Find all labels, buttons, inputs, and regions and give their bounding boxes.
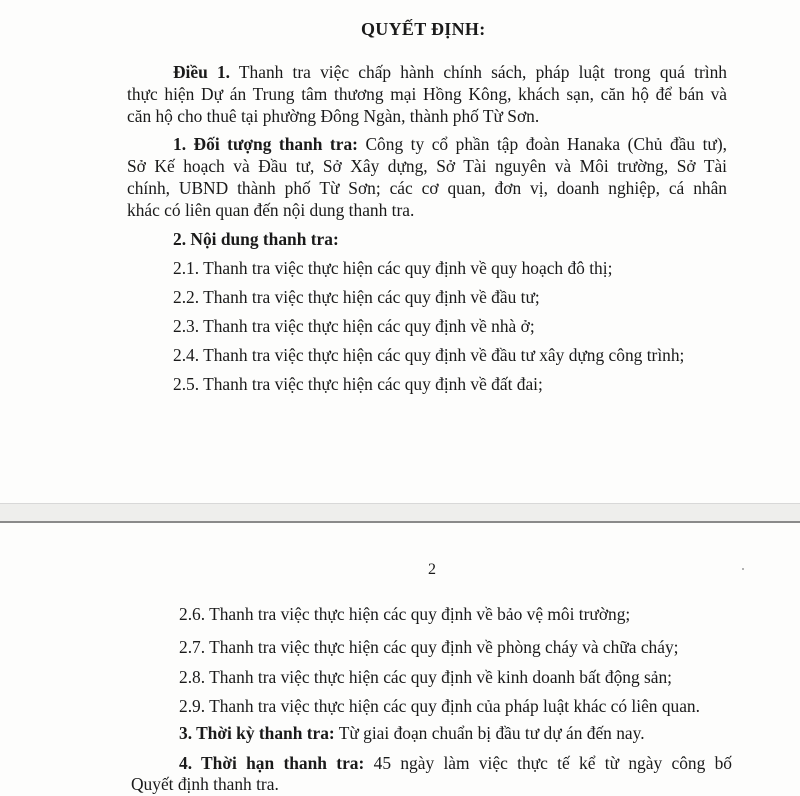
page-gap (0, 504, 800, 521)
content-item: 2.4. Thanh tra việc thực hiện các quy định về đầu tư xây dựng công trình; (173, 345, 685, 365)
content-item: 2.7. Thanh tra việc thực hiện các quy định về phòng cháy và chữa cháy; (179, 637, 679, 657)
content-item: 2.8. Thanh tra việc thực hiện các quy định về kinh doanh bất động sản; (179, 667, 673, 687)
article-1-line-2: thực hiện Dự án Trung tâm thương mại Hồng Kông, khách sạn, căn hộ để bán và (127, 84, 727, 104)
content-item: 2.5. Thanh tra việc thực hiện các quy định về đất đai; (173, 374, 543, 394)
content-label: 2. Nội dung thanh tra: (173, 229, 339, 249)
period-text: Từ giai đoạn chuẩn bị đầu tư dự án đến nay. (334, 723, 645, 743)
article-1-label: Điều 1. (173, 62, 231, 82)
content-heading (173, 228, 339, 250)
subjects-line-1 (173, 133, 727, 155)
duration-line-2: Quyết định thanh tra. (131, 774, 279, 794)
period-line (179, 722, 645, 744)
scan-speck (742, 568, 744, 570)
subjects-line-3: chính, UBND thành phố Từ Sơn; các cơ quan, đơn vị, doanh nghiệp, cá nhân (127, 178, 727, 198)
content-item: 2.6. Thanh tra việc thực hiện các quy định về bảo vệ môi trường; (179, 604, 631, 624)
page-number: 2 (428, 561, 436, 578)
subjects-label: 1. Đối tượng thanh tra: (173, 134, 358, 154)
period-label: 3. Thời kỳ thanh tra: (179, 723, 335, 743)
duration-text: 45 ngày làm việc thực tế kể từ ngày công bố (364, 753, 732, 773)
duration-line-1 (179, 752, 732, 774)
content-item: 2.9. Thanh tra việc thực hiện các quy định của pháp luật khác có liên quan. (179, 696, 700, 716)
content-item: 2.3. Thanh tra việc thực hiện các quy định về nhà ở; (173, 316, 535, 336)
document-page-2 (0, 521, 800, 796)
content-item: 2.2. Thanh tra việc thực hiện các quy định về đầu tư; (173, 287, 540, 307)
subjects-line-2: Sở Kế hoạch và Đầu tư, Sở Xây dựng, Sở Tài nguyên và Môi trường, Sở Tài (127, 156, 727, 176)
subjects-line-4: khác có liên quan đến nội dung thanh tra. (127, 200, 415, 220)
duration-label: 4. Thời hạn thanh tra: (179, 753, 365, 773)
article-1-line-1 (173, 61, 727, 83)
subjects-text: Công ty cổ phần tập đoàn Hanaka (Chủ đầu tư), (357, 134, 727, 154)
content-item: 2.1. Thanh tra việc thực hiện các quy định về quy hoạch đô thị; (173, 258, 613, 278)
article-1-text: Thanh tra việc chấp hành chính sách, pháp luật trong quá trình (230, 62, 727, 82)
article-1-line-3: căn hộ cho thuê tại phường Đông Ngàn, thành phố Từ Sơn. (127, 106, 540, 126)
decision-title: QUYẾT ĐỊNH: (361, 19, 486, 39)
